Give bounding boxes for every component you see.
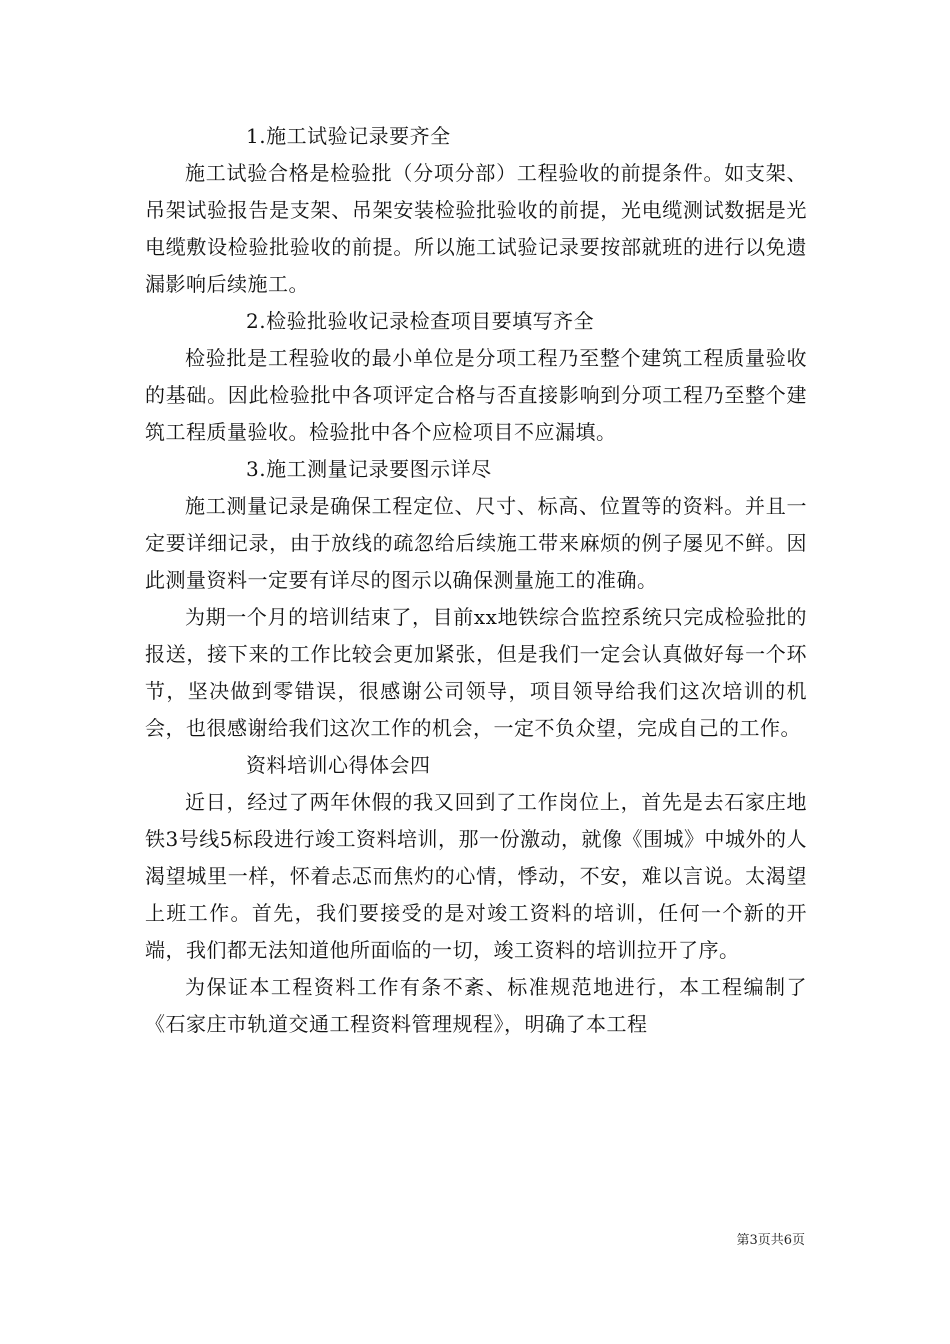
section-heading-3: 3.施工测量记录要图示详尽	[246, 457, 492, 481]
paragraph-3: 施工测量记录是确保工程定位、尺寸、标高、位置等的资料。并且一定要详细记录，由于放线的疏忽给后续施工带来麻烦的例子屡见不鲜。因此测量资料一定要有详尽的图示以确保测量施工的准确。	[145, 494, 807, 592]
paragraph-2: 检验批是工程验收的最小单位是分项工程乃至整个建筑工程质量验收的基础。因此检验批中各项评定合格与否直接影响到分项工程乃至整个建筑工程质量验收。检验批中各个应检项目不应漏填。	[145, 346, 807, 444]
paragraph-1: 施工试验合格是检验批（分项分部）工程验收的前提条件。如支架、吊架试验报告是支架、吊架安装检验批验收的前提，光电缆测试数据是光电缆敷设检验批验收的前提。所以施工试验记录要按部就班的进行以免遗漏影响后续施工。	[145, 161, 807, 296]
paragraph-4: 为期一个月的培训结束了，目前xx地铁综合监控系统只完成检验批的报送，接下来的工作比较会更加紧张，但是我们一定会认真做好每一个环节，坚决做到零错误，很感谢公司领导，项目领导给我们这次培训的机会，也很感谢给我们这次工作的机会，一定不负众望，完成自己的工作。	[145, 605, 807, 740]
paragraph-6: 为保证本工程资料工作有条不紊、标准规范地进行，本工程编制了《石家庄市轨道交通工程资料管理规程》，明确了本工程	[145, 975, 807, 1036]
section-heading-1: 1.施工试验记录要齐全	[246, 124, 451, 148]
section-heading-4: 资料培训心得体会四	[246, 753, 431, 777]
section-heading-2: 2.检验批验收记录检查项目要填写齐全	[246, 309, 595, 333]
paragraph-5: 近日，经过了两年休假的我又回到了工作岗位上，首先是去石家庄地铁3号线5标段进行竣工资料培训，那一份激动，就像《围城》中城外的人渴望城里一样，怀着忐忑而焦灼的心情，悸动，不安，难以言说。太渴望上班工作。首先，我们要接受的是对竣工资料的培训，任何一个新的开端，我们都无法知道他所面临的一切，竣工资料的培训拉开了序。	[145, 790, 807, 962]
page-number: 第3页共6页	[736, 1233, 805, 1248]
document-body	[145, 118, 807, 1043]
